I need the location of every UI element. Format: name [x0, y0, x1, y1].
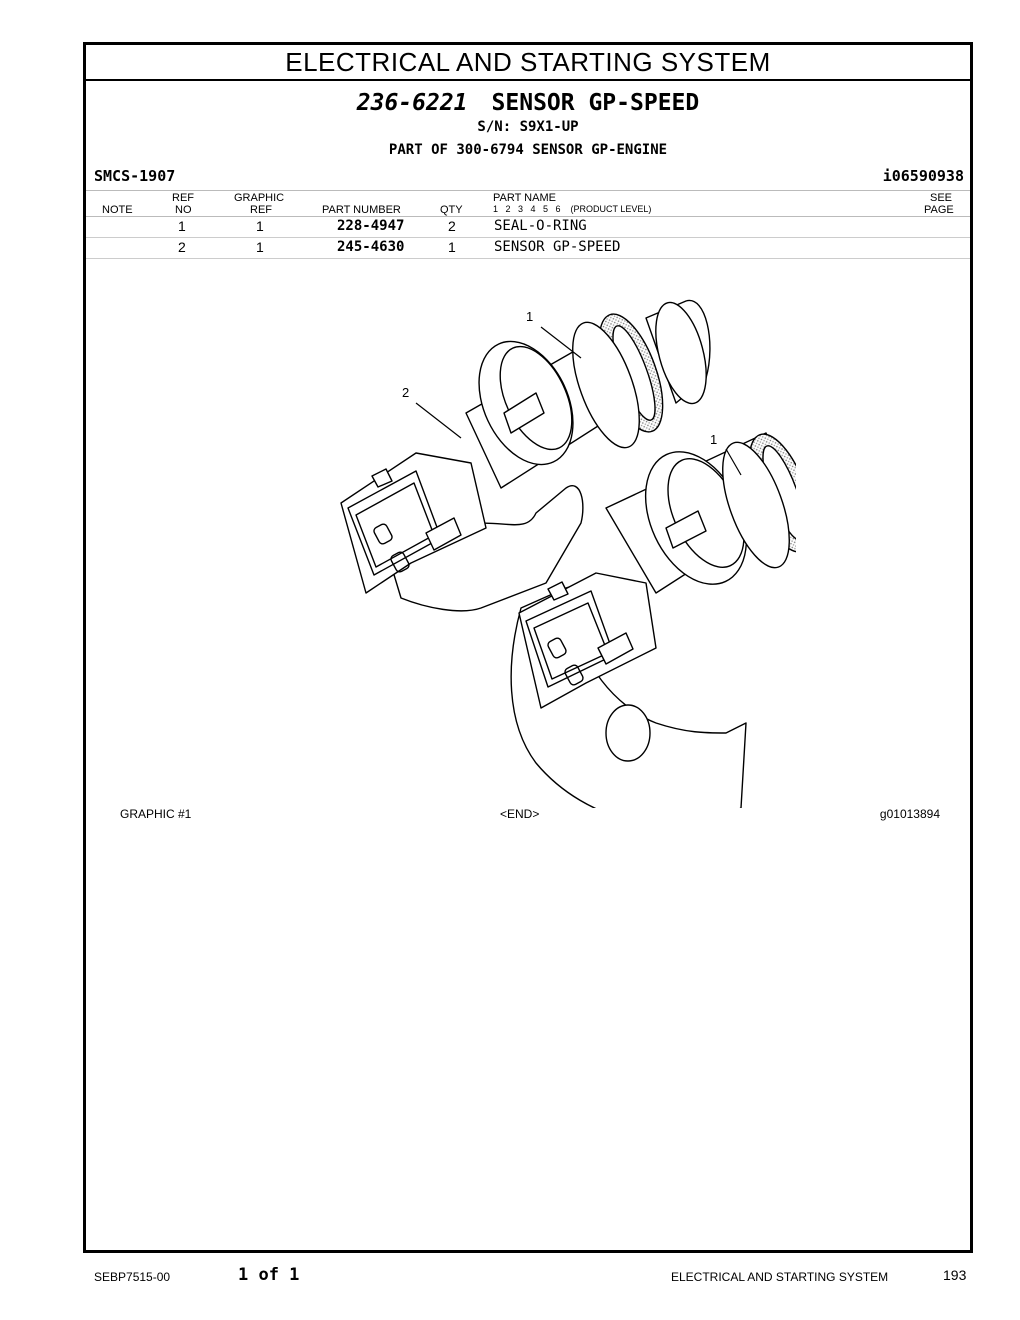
mounting-hole: [606, 705, 650, 761]
sensor-exploded-illustration: [236, 263, 796, 808]
callout-label: 1: [710, 432, 718, 447]
header-graphic: GRAPHIC: [234, 192, 285, 204]
part-name: SENSOR GP-SPEED: [494, 239, 621, 255]
section-title: ELECTRICAL AND STARTING SYSTEM: [86, 45, 970, 81]
header-part-name: PART NAME: [493, 192, 556, 204]
table-row: [86, 237, 970, 259]
illustration-ref: i06590938: [882, 167, 964, 185]
serial-number: S/N: S9X1-UP: [477, 119, 579, 135]
graphic-label: GRAPHIC #1: [120, 807, 192, 821]
part-of-text: PART OF 300-6794 SENSOR GP-ENGINE: [388, 142, 668, 158]
header-note: NOTE: [102, 204, 133, 216]
graphic-ref: 1: [256, 239, 264, 255]
header-see: SEE: [930, 192, 953, 204]
page-of: 1 of 1: [238, 1265, 300, 1285]
header-ref: REF: [172, 192, 194, 204]
smcs-code: SMCS-1907: [94, 167, 176, 185]
ref-no: 2: [178, 239, 186, 255]
table-header: [86, 190, 970, 217]
page-frame: [83, 42, 973, 1253]
leader-line: [416, 403, 461, 438]
document-id: SEBP7515-00: [94, 1270, 171, 1284]
footer-section: ELECTRICAL AND STARTING SYSTEM: [671, 1270, 889, 1284]
table-row: [86, 216, 970, 238]
callout-label: 2: [402, 385, 410, 400]
header-page: PAGE: [924, 204, 954, 216]
qty: 1: [448, 239, 456, 255]
page-number: 193: [943, 1267, 967, 1283]
end-marker: <END>: [500, 807, 540, 821]
qty: 2: [448, 218, 456, 234]
graphic-id: g01013894: [879, 807, 940, 821]
header-product-level: 1 2 3 4 5 6 (PRODUCT LEVEL): [493, 204, 652, 214]
header-graphic-ref: REF: [250, 204, 272, 216]
header-qty: QTY: [440, 204, 463, 216]
part-number: 228-4947: [337, 218, 405, 234]
part-name-heading: SENSOR GP-SPEED: [491, 90, 700, 116]
header-no: NO: [175, 204, 192, 216]
part-number-heading: 236-6221: [356, 90, 468, 116]
graphic-ref: 1: [256, 218, 264, 234]
callout-label: 1: [526, 309, 534, 324]
part-name: SEAL-O-RING: [494, 218, 587, 234]
header-part-number: PART NUMBER: [322, 204, 401, 216]
part-heading: [86, 89, 970, 160]
ref-no: 1: [178, 218, 186, 234]
part-number: 245-4630: [337, 239, 405, 255]
